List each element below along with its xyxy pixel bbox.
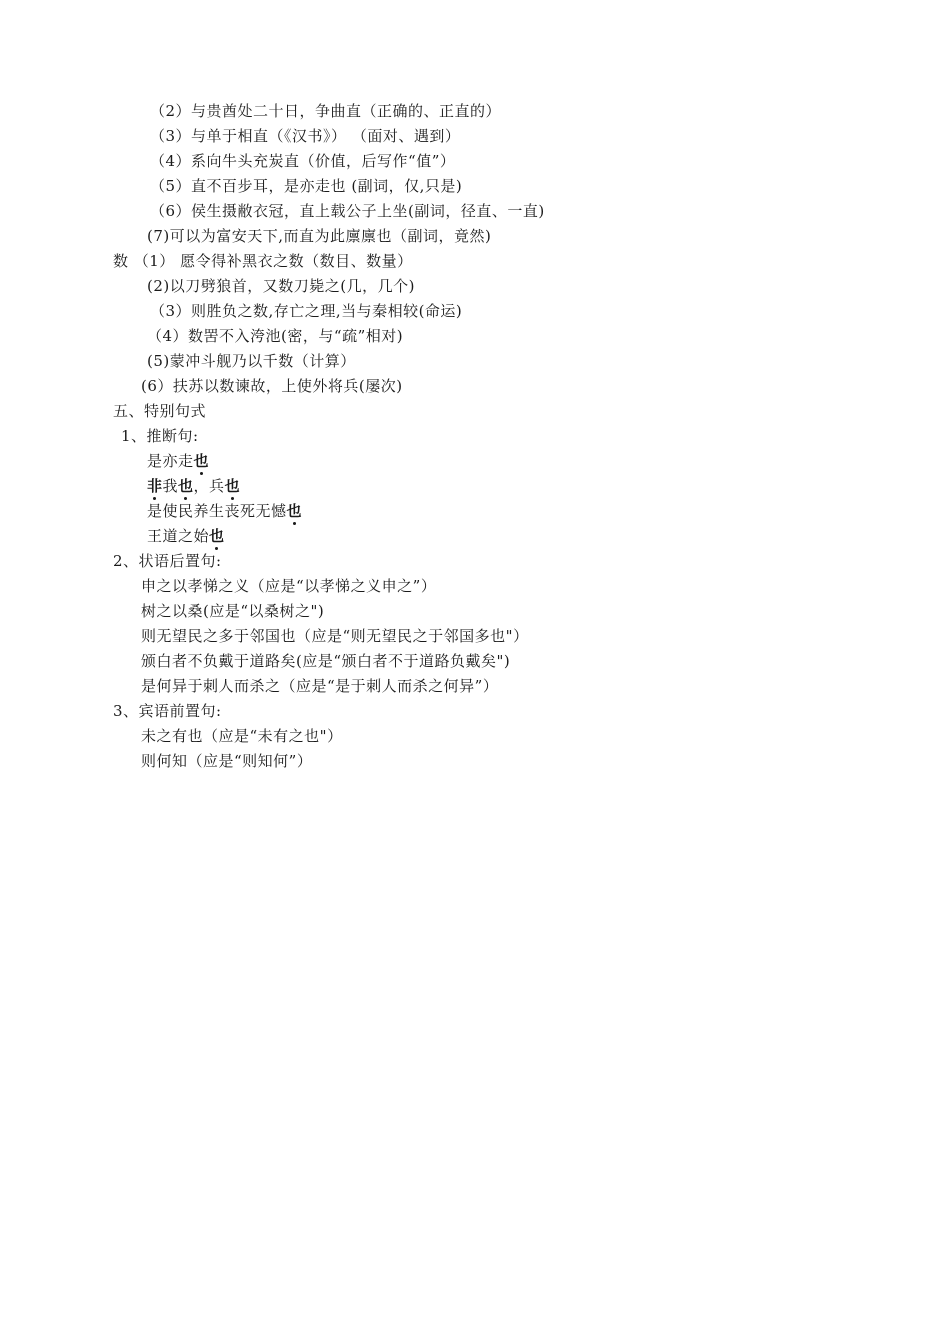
zhi-meaning-3: （3）与单于相直（《汉书》） （面对、遇到） [150, 127, 461, 145]
judgement-example-4 [147, 526, 225, 546]
shu-meaning-1: 数 （1） 愿令得补黑衣之数（数目、数量） [113, 252, 413, 270]
judgement-example-1 [147, 451, 209, 471]
shu-meaning-5: (5)蒙冲斗舰乃以千数（计算） [147, 352, 356, 370]
zhi-meaning-4: （4）系向牛头充炭直（价值，后写作“值”） [150, 152, 456, 170]
shu-meaning-4: （4）数罟不入洿池(密，与“疏”相对) [147, 327, 404, 345]
subheading-judgement-sentences: 1、推断句: [121, 427, 199, 445]
example-text: 我 [162, 477, 179, 495]
shu-meaning-6: (6）扶苏以数谏故，上使外将兵(屡次) [141, 377, 403, 395]
adverbial-example-2: 树之以桑(应是“以桑树之") [141, 602, 325, 620]
zhi-meaning-6: （6）侯生摄敝衣冠，直上载公子上坐(副词，径直、一直) [150, 202, 545, 220]
zhi-meaning-7: (7)可以为富安天下,而直为此廪廪也（副词，竟然) [147, 227, 492, 245]
adverbial-example-5: 是何异于刺人而杀之（应是“是于刺人而杀之何异”） [141, 677, 499, 695]
adverbial-example-1: 申之以孝悌之义（应是“以孝悌之义申之”） [141, 577, 437, 595]
example-text: 王道之始 [147, 527, 210, 545]
emphasis-ye: 也 [178, 477, 194, 495]
zhi-meaning-2: （2）与贵酋处二十日，争曲直（正确的、正直的） [150, 102, 502, 120]
adverbial-example-3: 则无望民之多于邻国也（应是“则无望民之于邻国多也"） [141, 627, 529, 645]
emphasis-ye: 也 [209, 527, 225, 545]
adverbial-example-4: 颁白者不负戴于道路矣(应是“颁白者不于道路负戴矣") [141, 652, 511, 670]
judgement-example-3 [147, 501, 302, 521]
emphasis-ye: 也 [286, 502, 303, 520]
example-text: ，兵 [193, 477, 225, 495]
shu-meaning-3: （3）则胜负之数,存亡之理,当与秦相较(命运) [150, 302, 463, 320]
object-example-1: 未之有也（应是“未有之也"） [141, 727, 343, 745]
zhi-meaning-5: （5）直不百步耳，是亦走也 (副词，仅,只是) [150, 177, 463, 195]
subheading-object-preposition: 3、宾语前置句: [113, 702, 222, 720]
section-heading-special-sentences: 五、特别句式 [113, 402, 207, 420]
example-text: 是亦走 [147, 452, 194, 470]
subheading-adverbial-postposition: 2、状语后置句: [113, 552, 222, 570]
emphasis-ye: 也 [193, 452, 210, 470]
emphasis-ye: 也 [224, 477, 241, 495]
judgement-example-2 [147, 476, 240, 496]
object-example-2: 则何知（应是“则知何”） [141, 752, 313, 770]
example-text: 是使民养生丧死无憾 [147, 502, 287, 520]
shu-meaning-2: (2)以刀劈狼首，又数刀毙之(几，几个) [147, 277, 415, 295]
emphasis-fei: 非 [147, 477, 163, 495]
